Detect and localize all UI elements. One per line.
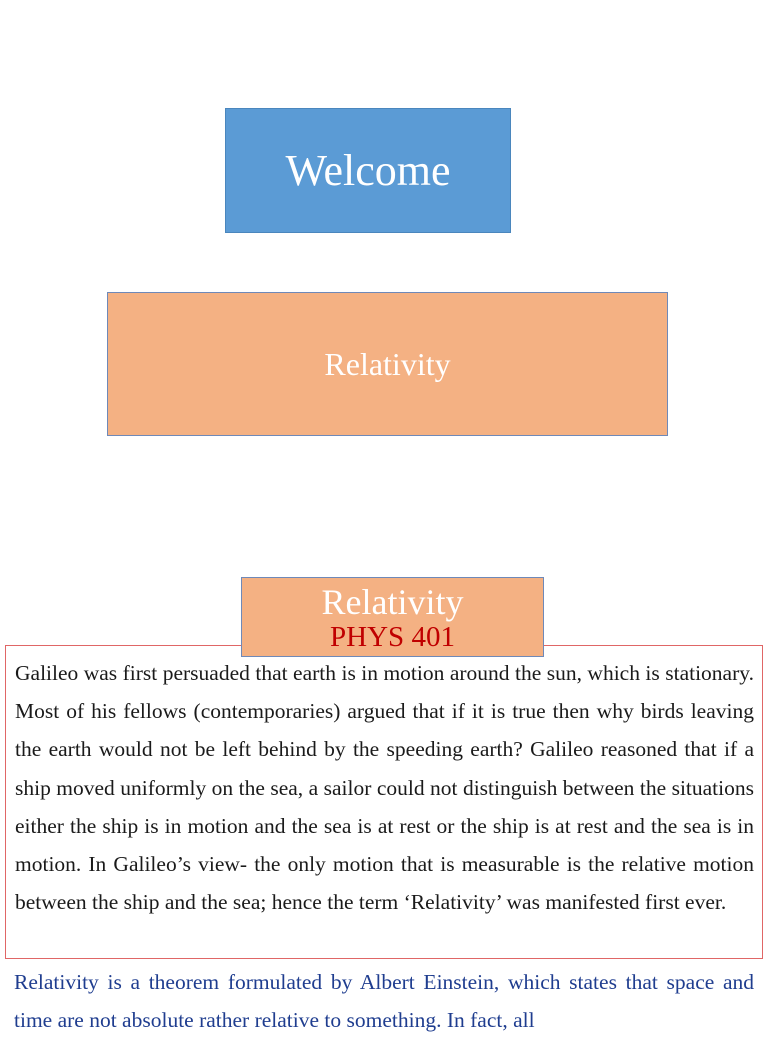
- welcome-box: [225, 108, 511, 233]
- subject-title: Relativity: [324, 346, 451, 382]
- galileo-paragraph: Galileo was first persuaded that earth is in motion around the sun, which is stationary. Most of his fellows (contemporaries) argued that if it is true then why birds leaving the earth would not be left behind by the speeding earth? Galileo reasoned that if a ship moved uniformly on the sea, a sailor could not distinguish between the situations either the ship is in motion and the sea is at rest or the ship is at rest and the sea is in motion. In Galileo’s view- the only motion that is measurable is the relative motion between the ship and the sea; hence the term ‘Relativity’ was manifested first ever.: [15, 661, 754, 915]
- course-title: Relativity: [321, 582, 464, 622]
- subject-box: [107, 292, 668, 436]
- course-title-box: [241, 577, 544, 657]
- course-code: PHYS 401: [330, 621, 455, 653]
- galileo-text-box: [5, 645, 763, 959]
- welcome-title: Welcome: [285, 145, 451, 195]
- einstein-paragraph: Relativity is a theorem formulated by Albert Einstein, which states that space and time are not absolute rather relative to something. In fact, all: [14, 970, 754, 1032]
